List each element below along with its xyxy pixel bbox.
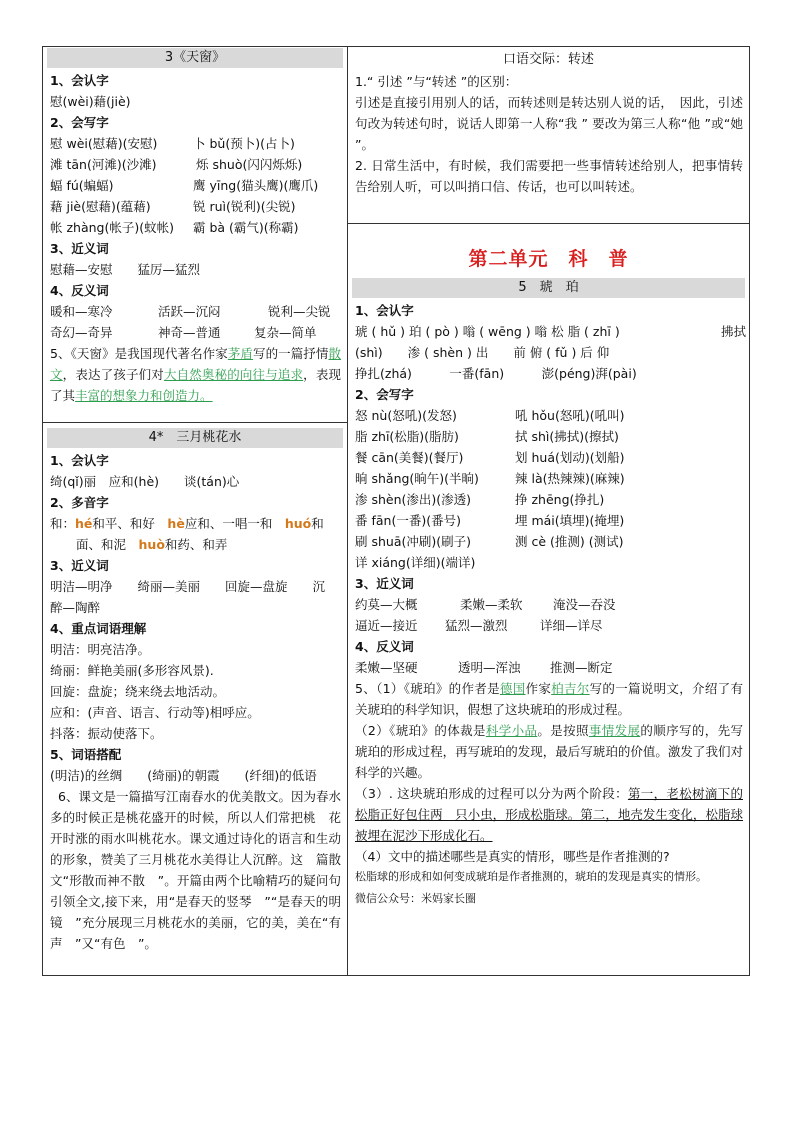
recognize-chars: (shì) 渗 ( shèn ) 出 前 俯 ( fǔ ) 后 仰 xyxy=(355,345,610,360)
wechat-account: 微信公众号：米妈家长圈 xyxy=(355,892,476,905)
oral-communication-title: 口语交际：转述 xyxy=(502,52,594,67)
recognize-chars: 挣扎(zhá) 一番(fān) 澎(péng)湃(pài) xyxy=(355,366,637,381)
heading-recognize: 1、会认字 xyxy=(50,453,109,468)
left-column xyxy=(43,47,348,975)
write-char: 鹰 yīng(猫头鹰)(鹰爪) xyxy=(193,178,319,193)
lesson-4-title: 4* 三月桃花水 xyxy=(47,428,343,448)
heading-antonyms: 4、反义词 xyxy=(50,283,109,298)
lesson-3-summary: 5、《天窗》是我国现代著名作家茅盾写的一篇抒情散文，表达了孩子们对大自然奥秘的向往与追求，表现了其丰富的想象力和创造力。 xyxy=(50,346,341,403)
write-char: 餐 cān(美餐)(餐厅) xyxy=(355,450,464,465)
recognize-chars: 拂拭 xyxy=(721,324,747,339)
write-char: 拭 shì(拂拭)(擦拭) xyxy=(515,429,619,444)
lesson-5-section xyxy=(348,223,749,975)
heading-write: 2、会写字 xyxy=(355,387,414,402)
synonym: 详细—详尽 xyxy=(540,618,603,633)
heading-polyphone: 2、多音字 xyxy=(50,495,109,510)
collocations: (明洁)的丝绸 (绮丽)的朝霞 (纤细)的低语 xyxy=(50,768,317,783)
write-char: 脂 zhī(松脂)(脂肪) xyxy=(355,429,459,444)
write-char: 辣 là(热辣辣)(麻辣) xyxy=(515,471,625,486)
lesson-4-section xyxy=(43,422,347,975)
answer-4: 松脂球的形成和如何变成琥珀是作者推测的，琥珀的发现是真实的情形。 xyxy=(355,870,707,883)
unit-title: 第二单元 科 普 xyxy=(468,248,629,270)
oral-point-1: 1.“ 引述 ”与“转述 ”的区别： xyxy=(355,74,518,89)
synonym: 逼近—接近 xyxy=(355,618,418,633)
antonym: 暖和—寒冷 xyxy=(50,304,113,319)
question-3: （3）. 这块琥珀形成的过程可以分为两个阶段：第一，老松树滴下的松脂正好包住两 只小虫，形成松脂球。第二，地壳发生变化，松脂球被埋在泥沙下形成化石。 xyxy=(355,786,743,843)
recognize-chars: 琥 ( hǔ ) 珀 ( pò ) 嗡 ( wēng ) 嗡 松 脂 ( zhī ) xyxy=(355,324,620,339)
question-1: 5、（1）《琥珀》的作者是德国作家柏吉尔写的一篇说明文，介绍了有关琥珀的科学知识，假想了这块琥珀的形成过程。 xyxy=(355,681,743,717)
write-char: 怒 nù(怒吼)(发怒) xyxy=(355,408,457,423)
recognize-chars: 慰(wèi)藉(jiè) xyxy=(50,94,131,109)
antonym: 推测—断定 xyxy=(550,660,613,675)
write-char: 帐 zhàng(帐子)(蚊帐) xyxy=(50,220,174,235)
synonyms-line-2: 醉—陶醉 xyxy=(50,600,101,615)
right-column xyxy=(348,47,749,975)
antonym: 复杂—简单 xyxy=(254,325,317,340)
write-char: 慰 wèi(慰藉)(安慰) xyxy=(50,136,158,151)
definition: 回旋：盘旋；绕来绕去地活动。 xyxy=(50,684,226,699)
question-4: （4）文中的描述哪些是真实的情形，哪些是作者推测的? xyxy=(355,849,670,864)
antonym: 活跃—沉闷 xyxy=(158,304,221,319)
definition: 抖落：振动使落下。 xyxy=(50,726,163,741)
write-char: 埋 mái(填埋)(掩埋) xyxy=(515,513,625,528)
heading-synonyms: 3、近义词 xyxy=(355,576,414,591)
write-char: 吼 hǒu(怒吼)(吼叫) xyxy=(515,408,625,423)
oral-explanation: 引述是直接引用别人的话，而转述则是转达别人说的话， 因此，引述句改为转述句时，说话人即第一人称“我 ” 要改为第三人称“他 ”或“她 ”。 xyxy=(355,95,743,152)
heading-synonyms: 3、近义词 xyxy=(50,241,109,256)
oral-point-2: 2. 日常生活中，有时候，我们需要把一些事情转述给别人，把事情转告给别人听，可以叫捎口信、传话，也可以叫转述。 xyxy=(355,158,743,194)
write-char: 晌 shǎng(晌午)(半晌) xyxy=(355,471,479,486)
question-2: （2）《琥珀》的体裁是科学小品。是按照事情发展的顺序写的，先写琥珀的形成过程，再写琥珀的发现，最后写琥珀的价值。激发了我们对科学的兴趣。 xyxy=(355,723,743,780)
heading-write: 2、会写字 xyxy=(50,115,109,130)
definition: 明洁：明亮洁净。 xyxy=(50,642,151,657)
definition: 绮丽：鲜艳美丽(多形容风景). xyxy=(50,663,214,678)
write-char: 蝠 fú(蝙蝠) xyxy=(50,178,114,193)
synonyms: 慰藉—安慰 猛厉—猛烈 xyxy=(50,262,201,277)
write-char: 刷 shuā(冲刷)(刷子) xyxy=(355,534,471,549)
synonyms-line-1: 明洁—明净 绮丽—美丽 回旋—盘旋 沉 xyxy=(50,579,326,594)
lesson-3-title: 3《天窗》 xyxy=(47,48,343,68)
lesson-3-section xyxy=(43,47,347,423)
heading-recognize: 1、会认字 xyxy=(355,303,414,318)
heading-collocation: 5、词语搭配 xyxy=(50,747,122,762)
heading-antonyms: 4、反义词 xyxy=(355,639,414,654)
polyphone-line-2: 面、和泥 huò和药、和弄 xyxy=(76,537,228,552)
antonym: 柔嫩—坚硬 xyxy=(355,660,418,675)
write-char: 番 fān(一番)(番号) xyxy=(355,513,461,528)
antonym: 奇幻—奇异 xyxy=(50,325,113,340)
write-char: 渗 shèn(渗出)(渗透) xyxy=(355,492,472,507)
write-char: 挣 zhēng(挣扎) xyxy=(515,492,605,507)
polyphone-line-1: 和：hé和平、和好 hè应和、一唱一和 huó和 xyxy=(50,516,324,531)
heading-synonyms: 3、近义词 xyxy=(50,558,109,573)
lesson-4-summary: 6、课文是一篇描写江南春水的优美散文。因为春水多的时候正是桃花盛开的时候，所以人们常把桃 花开时涨的雨水叫桃花水。课文通过诗化的语言和生动的形象，赞美了三月桃花水美得让人沉醉。这 篇散文“形散而神不散 ”。开篇由两个比喻精巧的疑问句引领全文,接下来，用“是春天的竖琴 ”“是春天的明镜 ”充分展现三月桃花水的美丽，它的美，美在“有声 ”又“有色 ”。 xyxy=(50,789,341,951)
write-char: 锐 ruì(锐利)(尖锐) xyxy=(193,199,296,214)
write-char: 卜 bǔ(预卜)(占卜) xyxy=(193,136,295,151)
write-char: 藉 jiè(慰藉)(蕴藉) xyxy=(50,199,151,214)
heading-key-words: 4、重点词语理解 xyxy=(50,621,147,636)
oral-communication-section xyxy=(348,47,749,224)
antonym: 神奇—普通 xyxy=(158,325,221,340)
write-char: 滩 tān(河滩)(沙滩) xyxy=(50,157,157,172)
synonym: 柔嫩—柔软 xyxy=(460,597,523,612)
recognize-chars: 绮(qǐ)丽 应和(hè) 谈(tán)心 xyxy=(50,474,240,489)
write-char: 霸 bà (霸气)(称霸) xyxy=(193,220,299,235)
write-char: 详 xiáng(详细)(端详) xyxy=(355,555,476,570)
synonym: 约莫—大概 xyxy=(355,597,418,612)
synonym: 猛烈—激烈 xyxy=(445,618,508,633)
definition: 应和：(声音、语言、行动等)相呼应。 xyxy=(50,705,260,720)
antonym: 透明—浑浊 xyxy=(458,660,521,675)
write-char: 烁 shuò(闪闪烁烁) xyxy=(196,157,303,172)
write-char: 划 huá(划动)(划船) xyxy=(515,450,625,465)
worksheet-table xyxy=(42,46,750,976)
lesson-5-title: 5 琥 珀 xyxy=(352,278,745,298)
antonym: 锐利—尖锐 xyxy=(268,304,331,319)
synonym: 淹没—吞没 xyxy=(553,597,616,612)
write-char: 测 cè (推测) (测试) xyxy=(515,534,624,549)
heading-recognize: 1、会认字 xyxy=(50,73,109,88)
